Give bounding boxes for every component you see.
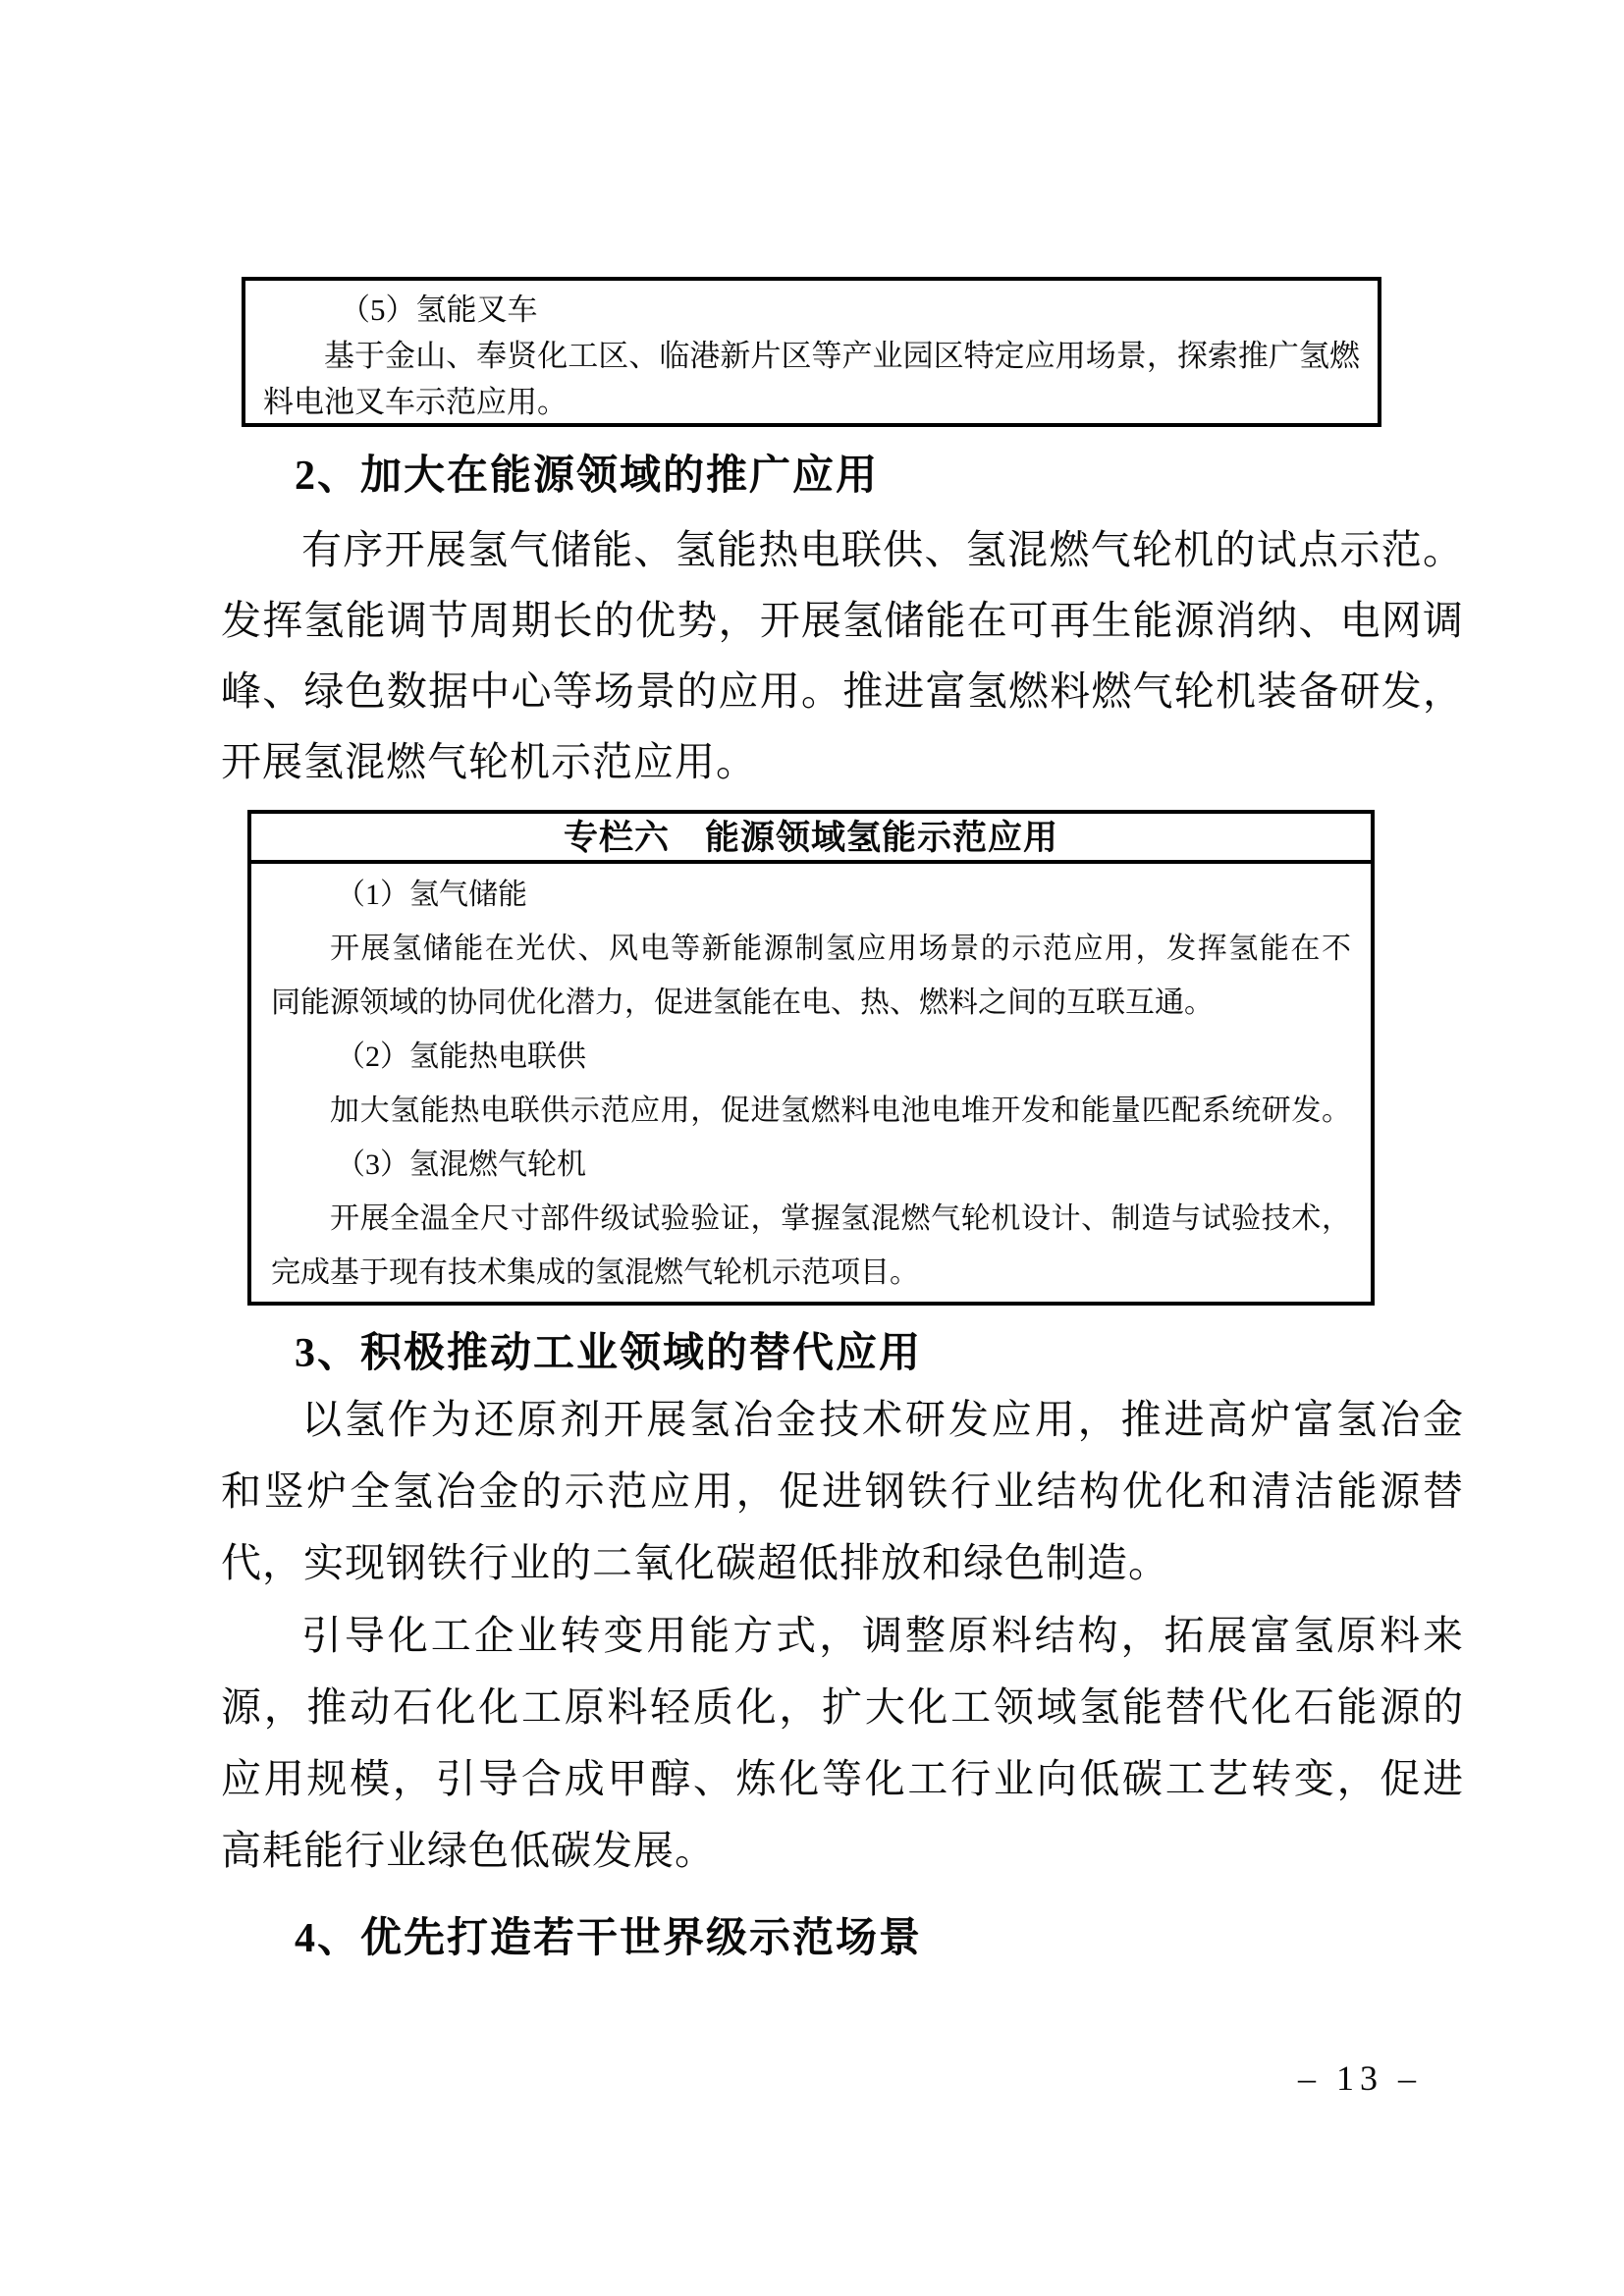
body-line: 代，实现钢铁行业的二氧化碳超低排放和绿色制造。 — [221, 1540, 1169, 1585]
column-item-line: 开展全温全尺寸部件级试验验证，掌握氢混燃气轮机设计、制造与试验技术， — [330, 1202, 1351, 1235]
column-6-header: 专栏六 能源领域氢能示范应用 — [251, 814, 1371, 864]
body-line: 引导化工企业转变用能方式，调整原料结构，拓展富氢原料来 — [301, 1613, 1464, 1658]
section-4-heading: 4、优先打造若干世界级示范场景 — [295, 1916, 923, 1961]
section-3-paragraph-1 — [221, 1384, 1464, 1599]
body-line: 发挥氢能调节周期长的优势，开展氢储能在可再生能源消纳、电网调 — [221, 598, 1464, 643]
column-item-label: （1）氢气储能 — [336, 879, 527, 911]
box-text-line: 基于金山、奉贤化工区、临港新片区等产业园区特定应用场景，探索推广氢燃 — [324, 339, 1360, 373]
section-2-heading: 2、加大在能源领域的推广应用 — [295, 454, 880, 499]
body-line: 应用规模，引导合成甲醇、炼化等化工行业向低碳工艺转变，促进 — [221, 1756, 1464, 1801]
column-item-label: （2）氢能热电联供 — [336, 1041, 586, 1073]
box-item-title: （5）氢能叉车 — [340, 293, 538, 327]
page-number: – 13 – — [1298, 2058, 1422, 2098]
body-line: 源，推动石化化工原料轻质化，扩大化工领域氢能替代化石能源的 — [221, 1684, 1464, 1730]
forklift-info-box — [242, 277, 1381, 427]
body-line: 高耗能行业绿色低碳发展。 — [221, 1828, 716, 1873]
body-line: 峰、绿色数据中心等场景的应用。推进富氢燃料燃气轮机装备研发， — [221, 668, 1464, 714]
section-2-paragraph — [221, 514, 1464, 797]
column-item-line: 加大氢能热电联供示范应用，促进氢燃料电池电堆开发和能量匹配系统研发。 — [330, 1095, 1351, 1127]
box-text-line: 料电池叉车示范应用。 — [263, 385, 568, 419]
section-3-paragraph-2 — [221, 1600, 1464, 1887]
body-line: 和竖炉全氢冶金的示范应用，促进钢铁行业结构优化和清洁能源替 — [221, 1468, 1464, 1514]
body-line: 开展氢混燃气轮机示范应用。 — [221, 739, 757, 784]
column-6-content — [251, 864, 1371, 1300]
column-item-line: 开展氢储能在光伏、风电等新能源制氢应用场景的示范应用，发挥氢能在不 — [330, 933, 1351, 965]
body-line: 以氢作为还原剂开展氢冶金技术研发应用，推进高炉富氢冶金 — [301, 1397, 1464, 1442]
column-6-box — [247, 810, 1375, 1306]
body-line: 有序开展氢气储能、氢能热电联供、氢混燃气轮机的试点示范。 — [301, 527, 1464, 572]
column-item-label: （3）氢混燃气轮机 — [336, 1148, 586, 1181]
column-item-line: 完成基于现有技术集成的氢混燃气轮机示范项目。 — [271, 1256, 919, 1289]
column-item-line: 同能源领域的协同优化潜力，促进氢能在电、热、燃料之间的互联互通。 — [271, 987, 1214, 1019]
section-3-heading: 3、积极推动工业领域的替代应用 — [295, 1331, 923, 1376]
